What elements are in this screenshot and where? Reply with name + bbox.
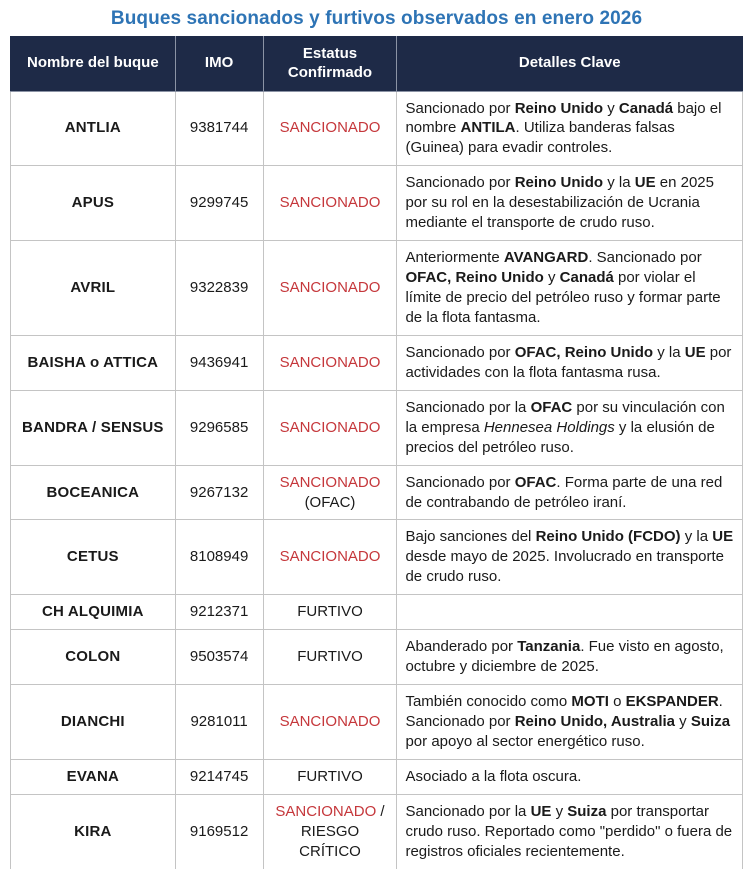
details-text-segment: Sancionado por <box>405 99 515 117</box>
details-text-segment: o <box>608 693 626 711</box>
details-text-segment: OFAC <box>530 398 573 416</box>
ship-name-cell: EVANA <box>11 759 176 794</box>
details-text-segment: EKSPANDER <box>625 693 719 711</box>
status-text-red: SANCIONADO <box>279 418 381 436</box>
status-text: FURTIVO <box>297 767 363 785</box>
details-text-segment: Sancionado por <box>405 343 515 361</box>
details-text-segment: Asociado a la flota oscura. <box>405 767 582 785</box>
status-text-red: SANCIONADO <box>279 279 381 297</box>
ship-name-cell: ANTLIA <box>11 91 176 166</box>
details-text-segment: Bajo sanciones del <box>405 528 536 546</box>
details-text-segment: Sancionado por <box>405 473 515 491</box>
status-cell <box>263 520 397 595</box>
status-cell <box>263 794 397 869</box>
status-text: (OFAC) <box>304 493 356 511</box>
details-cell <box>397 630 743 685</box>
table-row <box>11 465 743 520</box>
details-text-segment: Tanzania <box>517 638 581 656</box>
imo-cell: 9503574 <box>175 630 263 685</box>
details-cell <box>397 241 743 336</box>
details-text-segment: UE <box>530 802 552 820</box>
status-text: FURTIVO <box>297 603 363 621</box>
details-text-segment: UE <box>684 343 706 361</box>
imo-cell: 9381744 <box>175 91 263 166</box>
details-text-segment: . Sancionado por <box>588 249 702 267</box>
table-row <box>11 390 743 465</box>
details-cell <box>397 390 743 465</box>
details-text-segment: Sancionado por la <box>405 398 531 416</box>
details-text-segment: . Forma parte de una red de contrabando de petróleo iraní. <box>405 473 723 511</box>
ship-name-cell: BAISHA o ATTICA <box>11 335 176 390</box>
status-text: / RIESGO CRÍTICO <box>299 802 385 860</box>
table-row <box>11 794 743 869</box>
ship-name-cell: COLON <box>11 630 176 685</box>
details-text-segment: Reino Unido <box>514 99 604 117</box>
ship-name-cell: DIANCHI <box>11 685 176 760</box>
status-cell <box>263 595 397 630</box>
table-row <box>11 91 743 166</box>
imo-cell: 9322839 <box>175 241 263 336</box>
status-text-red: SANCIONADO <box>279 473 381 491</box>
details-text-segment: Canadá <box>618 99 674 117</box>
details-text-segment: OFAC, Reino Unido <box>405 269 544 287</box>
imo-cell: 9436941 <box>175 335 263 390</box>
details-text-segment: Suiza <box>690 713 731 730</box>
table-row <box>11 335 743 390</box>
details-text-segment: y <box>675 713 691 730</box>
table-body <box>11 91 743 869</box>
details-cell <box>397 335 743 390</box>
details-text-segment: por transportar crudo ruso. Reportado como "perdido" o fuera de registros oficiales recientemente. <box>405 802 733 860</box>
table-row <box>11 759 743 794</box>
details-text-segment: Abanderado por <box>405 638 518 656</box>
status-text-red: SANCIONADO <box>279 713 381 730</box>
ship-name-cell: APUS <box>11 166 176 241</box>
details-text-segment: UE <box>634 174 656 192</box>
ship-name-cell: CETUS <box>11 520 176 595</box>
ship-name-cell: BOCEANICA <box>11 465 176 520</box>
details-text-segment: y <box>543 269 560 287</box>
imo-cell: 9212371 <box>175 595 263 630</box>
details-cell <box>397 685 743 760</box>
details-text-segment: Reino Unido <box>514 174 604 192</box>
table-row <box>11 595 743 630</box>
details-text-segment: OFAC <box>514 473 557 491</box>
ship-name-cell: KIRA <box>11 794 176 869</box>
details-text-segment: Hennesea Holdings <box>483 418 615 436</box>
details-text-segment: Sancionado por la <box>405 802 531 820</box>
details-text-segment: y la elusión de precios del petróleo ruso. <box>405 418 715 456</box>
status-text-red: SANCIONADO <box>279 194 381 212</box>
status-cell <box>263 390 397 465</box>
table-row <box>11 685 743 760</box>
header-row <box>11 37 743 92</box>
details-text-segment: y <box>603 99 619 117</box>
status-cell <box>263 630 397 685</box>
details-text-segment: y <box>551 802 568 820</box>
table-header <box>11 37 743 92</box>
details-text-segment: Reino Unido (FCDO) <box>535 528 681 546</box>
ship-name-cell: BANDRA / SENSUS <box>11 390 176 465</box>
details-cell <box>397 759 743 794</box>
status-cell <box>263 759 397 794</box>
status-text-red: SANCIONADO <box>279 548 381 566</box>
status-cell <box>263 91 397 166</box>
imo-cell: 9214745 <box>175 759 263 794</box>
details-cell <box>397 465 743 520</box>
details-cell <box>397 166 743 241</box>
details-text-segment: Suiza <box>567 802 607 820</box>
details-text-segment: y la <box>680 528 713 546</box>
details-text-segment: UE <box>712 528 734 546</box>
details-text-segment: y la <box>603 174 635 192</box>
page-title: Buques sancionados y furtivos observados en enero 2026 <box>110 8 643 29</box>
column-header-0: Nombre del buque <box>11 37 176 92</box>
details-cell <box>397 595 743 630</box>
details-text-segment: por violar el límite de precio del petróleo ruso y formar parte de la flota fantasma. <box>405 269 721 326</box>
sanctioned-ships-table <box>10 36 743 869</box>
status-text-red: SANCIONADO <box>275 802 377 820</box>
imo-cell: 9267132 <box>175 465 263 520</box>
details-text-segment: Anteriormente <box>405 249 504 267</box>
details-text-segment: ANTILA <box>460 119 516 137</box>
column-header-3: Detalles Clave <box>397 37 743 92</box>
details-text-segment: Reino Unido, Australia <box>514 713 676 730</box>
details-text-segment: en 2025 por su rol en la desestabilización de Ucrania mediante el transporte de crudo ruso. <box>405 174 714 232</box>
details-text-segment: MOTI <box>571 693 609 711</box>
details-text-segment: por apoyo al sector energético ruso. <box>405 732 645 750</box>
status-text-red: SANCIONADO <box>279 353 381 371</box>
status-cell <box>263 166 397 241</box>
imo-cell: 9299745 <box>175 166 263 241</box>
ship-name-cell: CH ALQUIMIA <box>11 595 176 630</box>
table-row <box>11 166 743 241</box>
status-text: FURTIVO <box>297 648 363 666</box>
details-text-segment: por su vinculación con la empresa <box>405 398 725 436</box>
details-text-segment: Canadá <box>559 269 614 287</box>
imo-cell: 8108949 <box>175 520 263 595</box>
details-text-segment: bajo el nombre <box>405 99 722 137</box>
status-cell <box>263 465 397 520</box>
details-text-segment: También conocido como <box>405 693 572 711</box>
column-header-2: Estatus Confirmado <box>263 37 397 92</box>
status-cell <box>263 335 397 390</box>
details-text-segment: . Utiliza banderas falsas (Guinea) para evadir controles. <box>405 119 675 157</box>
table-row <box>11 241 743 336</box>
details-cell <box>397 520 743 595</box>
imo-cell: 9296585 <box>175 390 263 465</box>
details-text-segment: y la <box>653 343 685 361</box>
table-row <box>11 630 743 685</box>
status-cell <box>263 685 397 760</box>
details-cell <box>397 794 743 869</box>
imo-cell: 9281011 <box>175 685 263 760</box>
details-text-segment: por actividades con la flota fantasma rusa. <box>405 343 732 381</box>
details-text-segment: desde mayo de 2025. Involucrado en transporte de crudo ruso. <box>405 548 725 586</box>
details-text-segment: . Sancionado por <box>405 693 723 730</box>
details-cell <box>397 91 743 166</box>
table-row <box>11 520 743 595</box>
details-text-segment: Sancionado por <box>405 174 515 192</box>
status-text-red: SANCIONADO <box>279 119 381 137</box>
status-cell <box>263 241 397 336</box>
details-text-segment: AVANGARD <box>503 249 589 267</box>
column-header-1: IMO <box>175 37 263 92</box>
imo-cell: 9169512 <box>175 794 263 869</box>
details-text-segment: . Fue visto en agosto, octubre y diciembre de 2025. <box>405 638 724 676</box>
details-text-segment: OFAC, Reino Unido <box>514 343 654 361</box>
ship-name-cell: AVRIL <box>11 241 176 336</box>
